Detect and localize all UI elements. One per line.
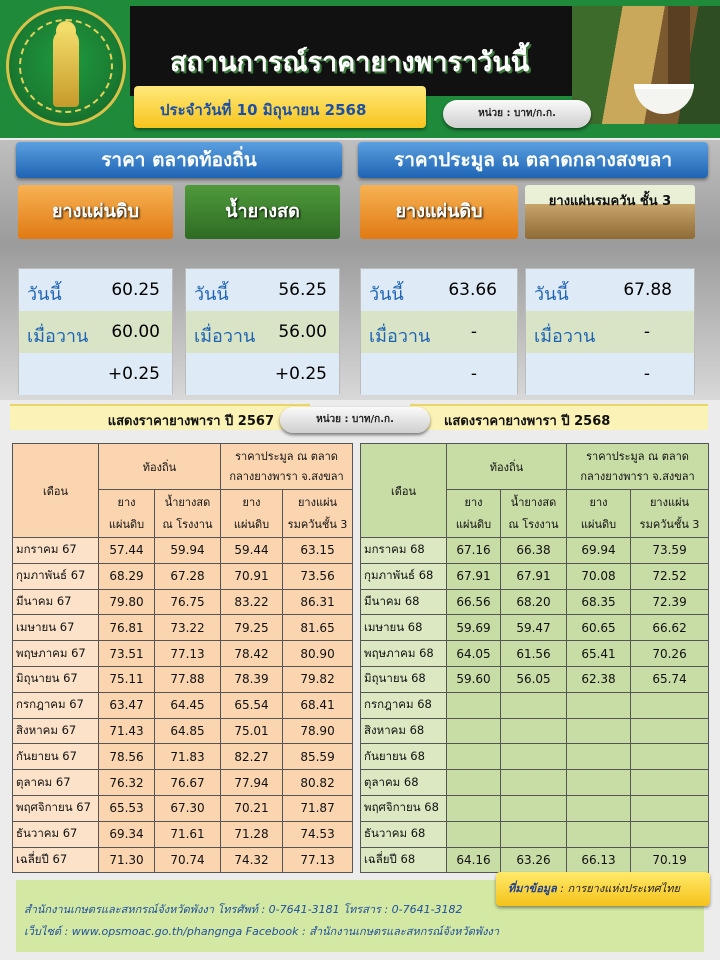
table-row [361, 718, 709, 744]
price-cell: 75.01 [221, 718, 283, 744]
month-cell: มกราคม 68 [361, 538, 447, 564]
month-cell: มีนาคม 67 [13, 589, 99, 615]
price-cell: 68.20 [501, 589, 567, 615]
date-banner [134, 86, 426, 128]
month-cell: พฤษภาคม 68 [361, 641, 447, 667]
month-cell: กุมภาพันธ์ 67 [13, 563, 99, 589]
price-cell: 79.25 [221, 615, 283, 641]
price-cell: 63.15 [283, 538, 353, 564]
month-cell: มีนาคม 68 [361, 589, 447, 615]
yesterday-row [186, 311, 339, 353]
sub-line2: แผ่นดิบ [108, 517, 145, 531]
month-cell: สิงหาคม 67 [13, 718, 99, 744]
heading-bar-2568 [410, 404, 708, 430]
rows-2567 [13, 538, 353, 873]
month-cell: เมษายน 67 [13, 615, 99, 641]
table-row [13, 538, 353, 564]
table-row [13, 666, 353, 692]
price-cell: 67.28 [155, 563, 221, 589]
yesterday-price: - [470, 322, 477, 342]
price-cell [501, 795, 567, 821]
website-link[interactable]: เว็บไซต์ : www.opsmoac.go.th/phangnga Facebook : สำนักงานเกษตรและสหกรณ์จังหวัดพังงา [24, 925, 500, 938]
price-cell [631, 770, 709, 796]
sub-line2: ณ โรงงาน [508, 517, 559, 531]
price-cell: 76.67 [155, 770, 221, 796]
ministry-logo [6, 6, 126, 126]
price-cell: 66.38 [501, 538, 567, 564]
table-row [13, 615, 353, 641]
price-cell [567, 795, 631, 821]
price-cell: 86.31 [283, 589, 353, 615]
price-cell: 70.21 [221, 795, 283, 821]
table-row [361, 795, 709, 821]
table-row [361, 538, 709, 564]
central-market-heading: ราคาประมูล ณ ตลาดกลางสงขลา [358, 142, 708, 178]
price-cell: 63.47 [99, 692, 155, 718]
month-cell: มกราคม 67 [13, 538, 99, 564]
price-cell [631, 821, 709, 847]
table-row [13, 821, 353, 847]
report-date: ประจำวันที่ 10 มิถุนายน 2568 [160, 101, 367, 119]
price-cell: 59.60 [447, 666, 501, 692]
month-cell: ตุลาคม 68 [361, 770, 447, 796]
price-cell [567, 744, 631, 770]
page-title: สถานการณ์ราคายางพาราวันนี้ [170, 47, 530, 78]
data-source-badge [496, 872, 710, 906]
price-cell: 72.52 [631, 563, 709, 589]
price-cell: 66.13 [567, 847, 631, 873]
price-cell: 60.65 [567, 615, 631, 641]
table-row [13, 692, 353, 718]
header-month: เดือน [361, 444, 447, 538]
price-cell: 67.16 [447, 538, 501, 564]
sub-line2: รมควันชั้น 3 [639, 517, 700, 531]
price-cell: 75.11 [99, 666, 155, 692]
price-cell: 77.88 [155, 666, 221, 692]
price-cell: 69.94 [567, 538, 631, 564]
price-cell: 69.34 [99, 821, 155, 847]
price-cell: 68.41 [283, 692, 353, 718]
table-row [361, 641, 709, 667]
price-cell: 65.74 [631, 666, 709, 692]
price-cell: 76.75 [155, 589, 221, 615]
price-cell: 70.08 [567, 563, 631, 589]
central-group-line1: ราคาประมูล ณ ตลาด [235, 449, 338, 463]
price-cell: 64.05 [447, 641, 501, 667]
today-price: 67.88 [623, 280, 672, 300]
product-card-local-latex: น้ำยางสด [185, 185, 340, 239]
price-cell: 59.69 [447, 615, 501, 641]
sub-line2: แผ่นดิบ [233, 517, 270, 531]
unit-label-tables: หน่วย : บาท/ก.ก. [280, 407, 430, 433]
price-cell: 57.44 [99, 538, 155, 564]
table-heading-2567: แสดงราคายางพารา ปี 2567 [107, 414, 274, 429]
rows-2568 [361, 538, 709, 873]
price-change: +0.25 [274, 364, 327, 384]
price-cell [567, 718, 631, 744]
latex-bowl [634, 84, 694, 114]
price-cell: 73.59 [631, 538, 709, 564]
header-central-raw-sheet [567, 490, 631, 538]
month-cell: กันยายน 68 [361, 744, 447, 770]
price-box-central-smoked [525, 268, 695, 394]
header-month: เดือน [13, 444, 99, 538]
office-contact: สำนักงานเกษตรและสหกรณ์จังหวัดพังงา โทรศัพท์ : 0-7641-3181 โทรสาร : 0-7641-3182 [24, 903, 463, 916]
price-cell: 70.91 [221, 563, 283, 589]
table-row [361, 821, 709, 847]
month-cell: เฉลี่ยปี 68 [361, 847, 447, 873]
price-cell: 76.81 [99, 615, 155, 641]
header-raw-sheet [99, 490, 155, 538]
price-cell: 65.54 [221, 692, 283, 718]
price-cell: 67.91 [501, 563, 567, 589]
yesterday-price: 56.00 [278, 322, 327, 342]
price-cell [447, 770, 501, 796]
price-cell: 78.90 [283, 718, 353, 744]
change-row [361, 353, 517, 395]
table-row [361, 666, 709, 692]
table-row [13, 744, 353, 770]
yesterday-row [361, 311, 517, 353]
price-cell: 64.16 [447, 847, 501, 873]
price-cell [447, 744, 501, 770]
price-cell: 71.30 [99, 847, 155, 873]
price-cell: 66.62 [631, 615, 709, 641]
sub-line1: ยาง [242, 495, 261, 509]
month-cell: กุมภาพันธ์ 68 [361, 563, 447, 589]
today-label: วันนี้ [27, 284, 62, 305]
price-cell: 85.59 [283, 744, 353, 770]
rubber-tapping-photo [572, 6, 720, 124]
today-label: วันนี้ [194, 284, 229, 305]
sub-line1: ยาง [117, 495, 136, 509]
source-value: : การยางแห่งประเทศไทย [556, 882, 680, 895]
today-row [361, 269, 517, 311]
price-cell: 71.43 [99, 718, 155, 744]
price-cell: 78.39 [221, 666, 283, 692]
price-cell [567, 770, 631, 796]
month-cell: พฤศจิกายน 67 [13, 795, 99, 821]
month-cell: กันยายน 67 [13, 744, 99, 770]
today-price: 56.25 [278, 280, 327, 300]
price-box-local-sheet [18, 268, 173, 394]
price-cell [567, 821, 631, 847]
price-cell: 70.74 [155, 847, 221, 873]
yesterday-row [19, 311, 172, 353]
central-group-line2: กลางยางพารา จ.สงขลา [580, 469, 695, 483]
price-cell [501, 770, 567, 796]
price-change: +0.25 [107, 364, 160, 384]
price-cell: 83.22 [221, 589, 283, 615]
today-label: วันนี้ [369, 284, 404, 305]
change-row [19, 353, 172, 395]
price-cell: 66.56 [447, 589, 501, 615]
price-cell [501, 718, 567, 744]
month-cell: กรกฎาคม 67 [13, 692, 99, 718]
price-cell: 71.61 [155, 821, 221, 847]
price-cell: 82.27 [221, 744, 283, 770]
month-cell: ธันวาคม 67 [13, 821, 99, 847]
price-cell: 73.22 [155, 615, 221, 641]
price-box-central-sheet [360, 268, 518, 394]
price-cell: 59.47 [501, 615, 567, 641]
price-cell: 70.19 [631, 847, 709, 873]
price-cell [447, 821, 501, 847]
sub-line2: รมควันชั้น 3 [287, 517, 348, 531]
price-cell: 78.56 [99, 744, 155, 770]
price-cell: 79.80 [99, 589, 155, 615]
average-row [361, 847, 709, 873]
yesterday-label: เมื่อวาน [534, 326, 596, 347]
month-cell: มิถุนายน 67 [13, 666, 99, 692]
table-row [13, 770, 353, 796]
heading-bar-2567 [10, 404, 310, 430]
month-cell: มิถุนายน 68 [361, 666, 447, 692]
table-heading-2568: แสดงราคายางพารา ปี 2568 [444, 414, 611, 429]
yesterday-price: 60.00 [111, 322, 160, 342]
price-cell: 79.82 [283, 666, 353, 692]
header-central-raw-sheet [221, 490, 283, 538]
month-cell: เมษายน 68 [361, 615, 447, 641]
yesterday-row [526, 311, 694, 353]
yesterday-label: เมื่อวาน [194, 326, 256, 347]
sub-line1: ยาง [464, 495, 483, 509]
yesterday-label: เมื่อวาน [369, 326, 431, 347]
header-local-group: ท้องถิ่น [99, 444, 221, 490]
month-cell: ตุลาคม 67 [13, 770, 99, 796]
price-cell: 78.42 [221, 641, 283, 667]
header-latex [155, 490, 221, 538]
price-cell: 61.56 [501, 641, 567, 667]
product-card-central-smoked: ยางแผ่นรมควัน ชั้น 3 [525, 185, 695, 239]
price-cell: 74.53 [283, 821, 353, 847]
unit-label-top: หน่วย : บาท/ก.ก. [443, 100, 591, 128]
price-cell: 67.30 [155, 795, 221, 821]
sub-line1: ยางแผ่น [297, 495, 338, 509]
price-cell: 73.56 [283, 563, 353, 589]
price-cell: 68.29 [99, 563, 155, 589]
table-row [13, 795, 353, 821]
month-cell: ธันวาคม 68 [361, 821, 447, 847]
price-cell: 63.26 [501, 847, 567, 873]
sub-line2: แผ่นดิบ [455, 517, 492, 531]
price-cell [447, 718, 501, 744]
today-label: วันนี้ [534, 284, 569, 305]
price-cell: 71.83 [155, 744, 221, 770]
rubber-tree-trunk [668, 6, 690, 86]
price-cell: 80.82 [283, 770, 353, 796]
month-cell: สิงหาคม 68 [361, 718, 447, 744]
price-table-2567 [12, 443, 353, 873]
price-cell [447, 795, 501, 821]
title-box [130, 6, 575, 96]
month-cell: พฤศจิกายน 68 [361, 795, 447, 821]
month-cell: กรกฎาคม 68 [361, 692, 447, 718]
central-group-line1: ราคาประมูล ณ ตลาด [586, 449, 689, 463]
price-box-local-latex [185, 268, 340, 394]
price-cell: 76.32 [99, 770, 155, 796]
table-row [361, 692, 709, 718]
price-cell: 77.13 [155, 641, 221, 667]
price-cell: 80.90 [283, 641, 353, 667]
today-price: 60.25 [111, 280, 160, 300]
price-cell [501, 821, 567, 847]
local-market-heading: ราคา ตลาดท้องถิ่น [16, 142, 342, 178]
table-row [13, 641, 353, 667]
today-row [19, 269, 172, 311]
average-row [13, 847, 353, 873]
price-cell: 59.94 [155, 538, 221, 564]
today-price: 63.66 [448, 280, 497, 300]
price-cell [447, 692, 501, 718]
source-label: ที่มาข้อมูล [508, 882, 557, 895]
price-change: - [470, 364, 477, 384]
price-cell: 65.53 [99, 795, 155, 821]
price-cell: 77.13 [283, 847, 353, 873]
today-row [186, 269, 339, 311]
price-table-2568 [360, 443, 709, 873]
price-change: - [643, 364, 650, 384]
header-central-group [221, 444, 353, 490]
price-cell: 64.45 [155, 692, 221, 718]
yesterday-label: เมื่อวาน [27, 326, 89, 347]
month-cell: เฉลี่ยปี 67 [13, 847, 99, 873]
price-cell: 71.28 [221, 821, 283, 847]
header-smoked-sheet [631, 490, 709, 538]
price-cell: 59.44 [221, 538, 283, 564]
price-cell: 67.91 [447, 563, 501, 589]
price-cell: 65.41 [567, 641, 631, 667]
sub-line1: ยาง [589, 495, 608, 509]
price-cell [567, 692, 631, 718]
price-cell: 64.85 [155, 718, 221, 744]
table-row [13, 718, 353, 744]
sub-line1: น้ำยางสด [510, 495, 557, 509]
table-row [361, 589, 709, 615]
table-row [13, 563, 353, 589]
price-cell [631, 718, 709, 744]
product-card-central-sheet: ยางแผ่นดิบ [360, 185, 518, 239]
table-row [13, 589, 353, 615]
price-cell [501, 744, 567, 770]
header-raw-sheet [447, 490, 501, 538]
table-row [361, 615, 709, 641]
price-cell: 81.65 [283, 615, 353, 641]
price-cell: 74.32 [221, 847, 283, 873]
price-cell [631, 692, 709, 718]
sub-line1: ยางแผ่น [649, 495, 690, 509]
header-local-group: ท้องถิ่น [447, 444, 567, 490]
header-smoked-sheet [283, 490, 353, 538]
price-cell: 68.35 [567, 589, 631, 615]
price-cell [631, 744, 709, 770]
sub-line2: ณ โรงงาน [162, 517, 213, 531]
table-row [361, 770, 709, 796]
product-card-local-sheet: ยางแผ่นดิบ [18, 185, 173, 239]
change-row [526, 353, 694, 395]
price-cell: 71.87 [283, 795, 353, 821]
header-central-group [567, 444, 709, 490]
price-cell: 77.94 [221, 770, 283, 796]
logo-figure-body [53, 29, 79, 107]
sub-line2: แผ่นดิบ [580, 517, 617, 531]
header-latex [501, 490, 567, 538]
price-cell [501, 692, 567, 718]
price-cell: 73.51 [99, 641, 155, 667]
price-cell: 56.05 [501, 666, 567, 692]
price-cell [631, 795, 709, 821]
today-row [526, 269, 694, 311]
price-cell: 72.39 [631, 589, 709, 615]
sub-line1: น้ำยางสด [164, 495, 211, 509]
table-row [361, 563, 709, 589]
price-cell: 70.26 [631, 641, 709, 667]
month-cell: พฤษภาคม 67 [13, 641, 99, 667]
change-row [186, 353, 339, 395]
yesterday-price: - [643, 322, 650, 342]
table-row [361, 744, 709, 770]
central-group-line2: กลางยางพารา จ.สงขลา [229, 469, 344, 483]
price-cell: 62.38 [567, 666, 631, 692]
